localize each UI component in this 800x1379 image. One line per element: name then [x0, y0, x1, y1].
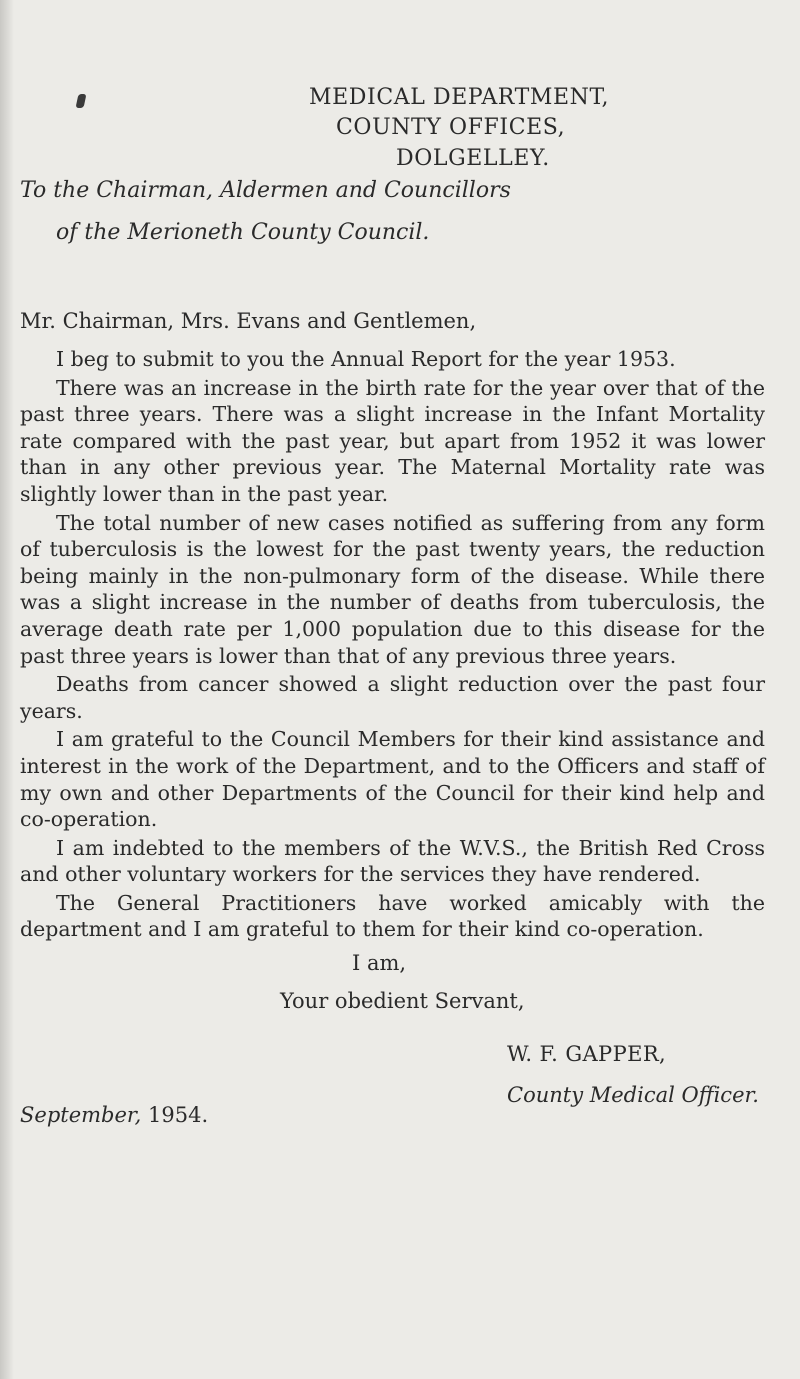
letterhead-offices: COUNTY OFFICES, [336, 115, 566, 140]
ink-mark [76, 94, 87, 108]
signature-name: W. F. GAPPER, [507, 1042, 667, 1066]
signature-title: County Medical Officer. [507, 1083, 759, 1107]
letterhead-department: MEDICAL DEPARTMENT, [309, 85, 610, 110]
paragraph-report: I beg to submit to you the Annual Report for the year 1953. [56, 347, 676, 371]
addressee-block [20, 176, 511, 248]
paragraph-volunteers: I am indebted to the members of the W.V.S., the British Red Cross and other voluntary workers for the services they have rendered. [20, 835, 765, 887]
page-edge-shadow [0, 0, 14, 1379]
date-year: 1954. [148, 1103, 209, 1127]
paragraph-practitioners: The General Practitioners have worked amicably with the department and I am grateful to them for their kind co-operation. [20, 890, 765, 942]
date-month: September, [20, 1103, 142, 1127]
closing-i-am: I am, [352, 951, 407, 975]
paragraph-birth-rate: There was an increase in the birth rate for the year over that of the past three years. There was a slight increase in the Infant Mortality rate compared with the past year, but apart from 1952 it was lower than in any other previous year. The Maternal Mortality rate was slightly lower than in the past year. [20, 375, 765, 506]
letter-date [20, 1103, 208, 1127]
addressee-line-1: To the Chairman, Aldermen and Councillors [20, 178, 511, 203]
paragraph-tuberculosis: The total number of new cases notified as suffering from any form of tuberculosis is the lowest for the past twenty years, the reduction being mainly in the non-pulmonary form of the disease. While there was a slight increase in the number of deaths from tuberculosis, the average death rate per 1,000 population due to this disease for the past three years is lower than that of any previous three years. [20, 510, 765, 668]
paragraph-council-thanks: I am grateful to the Council Members for their kind assistance and interest in the work of the Department, and to the Officers and staff of my own and other Departments of the Council for their kind help and co-operation. [20, 727, 765, 832]
greeting: Mr. Chairman, Mrs. Evans and Gentlemen, [20, 309, 477, 333]
letterhead-town: DOLGELLEY. [396, 146, 550, 171]
addressee-line-2: of the Merioneth County Council. [56, 220, 430, 245]
letter-body [20, 346, 765, 945]
closing-servant: Your obedient Servant, [280, 989, 525, 1013]
paragraph-cancer: Deaths from cancer showed a slight reduction over the past four years. [20, 672, 765, 723]
